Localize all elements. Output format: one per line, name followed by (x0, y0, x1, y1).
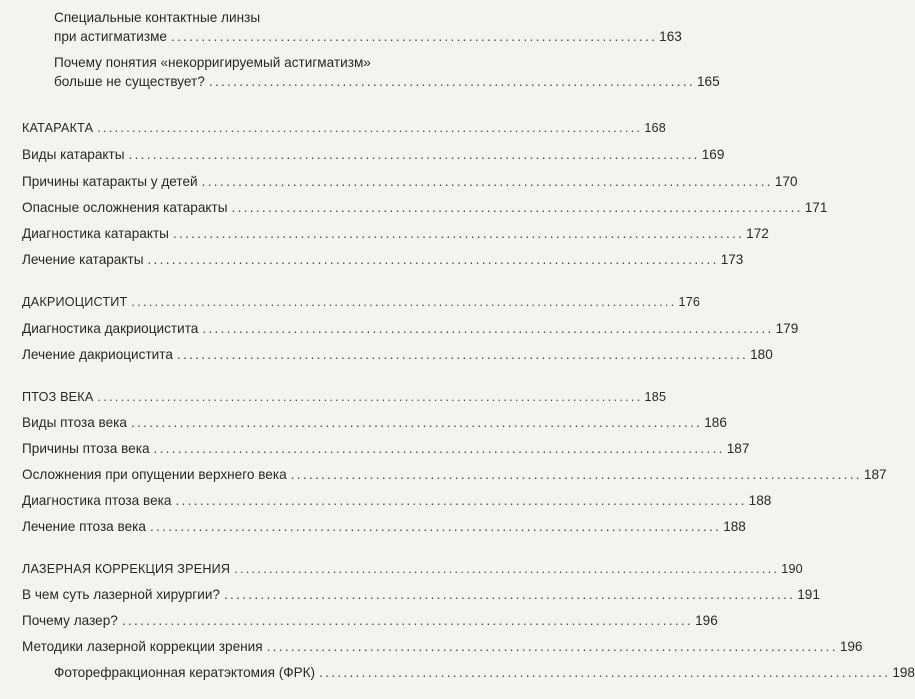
toc-entry-line (22, 637, 863, 656)
toc-entry (22, 319, 799, 338)
toc-entry (54, 53, 720, 91)
dot-leader: .............................................................................................. (97, 390, 643, 404)
toc-page-number: 186 (704, 415, 727, 430)
dot-leader: .............................................................................................. (175, 493, 747, 508)
toc-entry (22, 517, 746, 536)
toc-entry (22, 145, 725, 164)
toc-entry-line (22, 560, 803, 579)
toc-entry-text: Специальные контактные линзы (54, 10, 261, 25)
toc-page-number: 180 (750, 347, 773, 362)
toc-page-number: 198 (892, 665, 915, 680)
dot-leader: .............................................................................................. (176, 347, 749, 362)
toc-entry (22, 439, 750, 458)
toc-entry-text: при астигматизме (54, 29, 167, 44)
toc-section-heading (22, 119, 666, 138)
toc-entry-line (54, 663, 915, 682)
toc-entry-line (22, 465, 887, 484)
dot-leader: .............................................................................................. (290, 467, 862, 482)
toc-entry-line (22, 517, 746, 536)
toc-entry-line (22, 388, 667, 407)
dot-leader: .............................................................................................. (121, 613, 694, 628)
toc-page-number: 179 (775, 321, 799, 336)
toc-page-number: 187 (726, 441, 750, 456)
toc-page-number: 185 (644, 390, 667, 404)
dot-leader: .............................................................................................. (131, 295, 677, 309)
dot-leader: .............................................................................................. (149, 519, 722, 534)
toc-page-number: 173 (720, 252, 744, 267)
toc-entry-text: Лечение катаракты (22, 252, 144, 267)
toc-page-number: 188 (748, 493, 772, 508)
toc-entry-text: КАТАРАКТА (22, 121, 94, 135)
toc-entry-text: Причины катаракты у детей (22, 174, 198, 189)
toc-entry-text: Лечение дакриоцистита (22, 347, 173, 362)
toc-entry-text: Лечение птоза века (22, 519, 146, 534)
toc-entry-text: Диагностика катаракты (22, 226, 169, 241)
dot-leader: .............................................................................................. (147, 252, 719, 267)
toc-entry (54, 663, 915, 682)
dot-leader: .............................................................................................. (97, 121, 643, 135)
toc-entry-line (22, 413, 727, 432)
toc-entry-text: Методики лазерной коррекции зрения (22, 639, 263, 654)
toc-entry-line (22, 198, 828, 217)
dot-leader: ................................................................................ (208, 74, 695, 89)
dot-leader: ................................................................................ (171, 29, 658, 44)
toc-entry-text: больше не существует? (54, 74, 205, 89)
toc-page-number: 196 (839, 639, 863, 654)
toc-section-heading (22, 293, 701, 312)
dot-leader: .............................................................................................. (266, 639, 838, 654)
toc-entry-text: В чем суть лазерной хирургии? (22, 587, 220, 602)
toc-page-number: 188 (723, 519, 746, 534)
toc-entry-text: Почему понятия «некорригируемый астигматизм» (54, 55, 371, 70)
toc-page-number: 169 (701, 147, 725, 162)
dot-leader: .............................................................................................. (201, 174, 773, 189)
toc-entry-line (22, 293, 701, 312)
toc-entry (22, 637, 863, 656)
toc-entry-line (22, 439, 750, 458)
toc-page-number: 191 (797, 587, 820, 602)
toc-entry (22, 345, 773, 364)
toc-entry-text: ПТОЗ ВЕКА (22, 390, 94, 404)
dot-leader: .............................................................................................. (128, 147, 700, 162)
toc-page-number: 190 (781, 562, 803, 576)
toc-page-number: 168 (644, 121, 666, 135)
toc-section-heading (22, 388, 667, 407)
toc-entry-text: Диагностика дакриоцистита (22, 321, 199, 336)
dot-leader: .............................................................................................. (319, 665, 891, 680)
toc-entry (22, 172, 798, 191)
toc-entry (22, 611, 718, 630)
toc-entry-line (22, 224, 769, 243)
toc-entry-text: Опасные осложнения катаракты (22, 200, 228, 215)
toc-entry-line (22, 491, 772, 510)
toc-page-number: 170 (774, 174, 798, 189)
toc-entry-text: ДАКРИОЦИСТИТ (22, 295, 128, 309)
toc-entry-line (22, 345, 773, 364)
toc-entry-line (22, 585, 820, 604)
toc-entry-line (22, 250, 744, 269)
toc-entry-text: Виды птоза века (22, 415, 127, 430)
toc-entry-line (22, 319, 799, 338)
toc-entry (22, 413, 727, 432)
toc-entry-text: Фоторефракционная кератэктомия (ФРК) (54, 665, 316, 680)
dot-leader: .............................................................................................. (231, 200, 803, 215)
toc-page-number: 163 (659, 29, 682, 44)
toc-entry-text: Диагностика птоза века (22, 493, 172, 508)
toc-entry-text: Причины птоза века (22, 441, 150, 456)
toc-entry-text: ЛАЗЕРНАЯ КОРРЕКЦИЯ ЗРЕНИЯ (22, 562, 231, 576)
toc-entry-line (22, 172, 798, 191)
dot-leader: .............................................................................................. (153, 441, 725, 456)
dot-leader: .............................................................................................. (234, 562, 780, 576)
toc-entry (22, 224, 769, 243)
dot-leader: .............................................................................................. (223, 587, 796, 602)
toc-entry-text: Почему лазер? (22, 613, 118, 628)
toc-entry (54, 8, 682, 46)
toc-page-number: 172 (746, 226, 769, 241)
toc-page-number: 187 (863, 467, 887, 482)
dot-leader: .............................................................................................. (172, 226, 745, 241)
toc-page-number: 196 (695, 613, 718, 628)
toc-page-number: 176 (678, 295, 701, 309)
toc-section-heading (22, 560, 803, 579)
toc-entry-line (54, 27, 682, 46)
toc-entry (22, 465, 887, 484)
dot-leader: .............................................................................................. (131, 415, 703, 430)
dot-leader: .............................................................................................. (202, 321, 774, 336)
toc-page-number: 165 (696, 74, 720, 89)
toc-entry-line (54, 72, 720, 91)
toc-entry (22, 585, 820, 604)
toc-entry-text: Осложнения при опущении верхнего века (22, 467, 287, 482)
toc-entry-line (22, 119, 666, 138)
toc-entry (22, 491, 772, 510)
toc-entry (22, 250, 744, 269)
toc-entry-line (22, 145, 725, 164)
toc-entry-line (22, 611, 718, 630)
toc-entry-text: Виды катаракты (22, 147, 125, 162)
toc-page-number: 171 (804, 200, 828, 215)
toc-entry (22, 198, 828, 217)
